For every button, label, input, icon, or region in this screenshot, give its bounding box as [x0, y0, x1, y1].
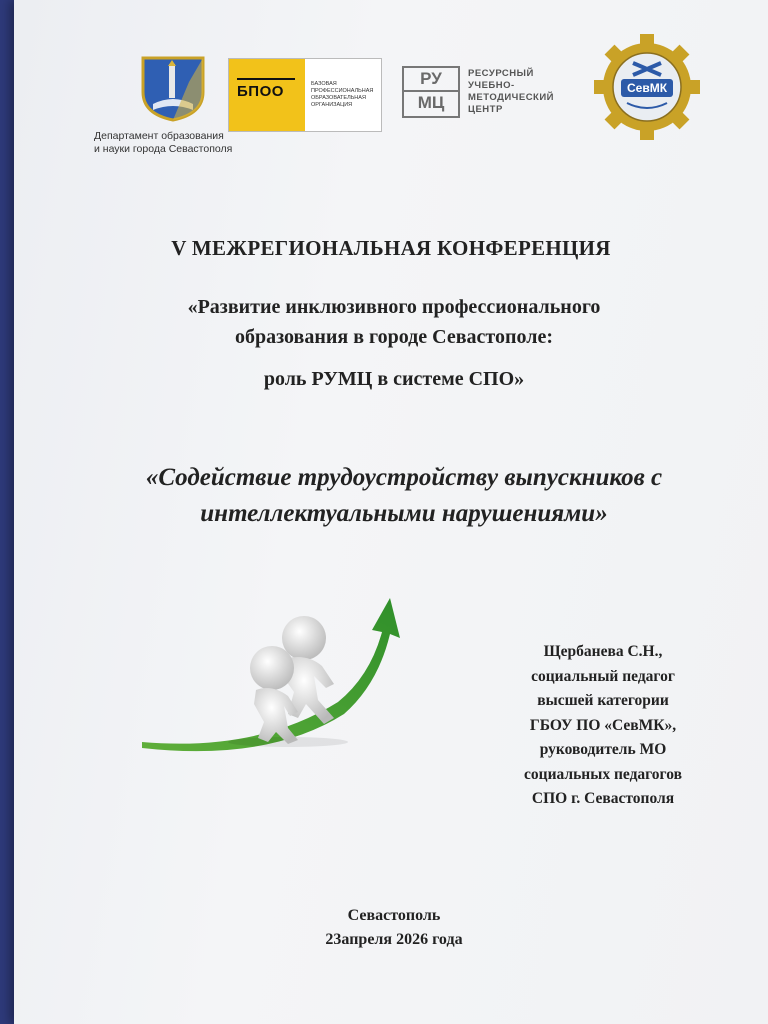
department-caption — [94, 130, 274, 156]
sevmk-logo-label: СевМК — [626, 81, 668, 95]
department-caption-line: Департамент образования — [94, 130, 224, 142]
rumc-logo-text — [468, 68, 578, 116]
bpoo-logo — [228, 58, 382, 132]
author-line: социальных педагогов — [524, 765, 682, 783]
author-info — [498, 640, 708, 812]
conference-subtitle-line: образования в городе Севастополе: — [235, 326, 553, 348]
conference-subtitle-line: «Развитие инклюзивного профессионального — [187, 296, 601, 318]
bpoo-logo-title: БПОО — [237, 83, 284, 100]
rumc-text-line: МЕТОДИЧЕСКИЙ — [468, 92, 555, 103]
rumc-mark-top: РУ — [404, 68, 458, 92]
footer — [244, 904, 544, 952]
author-line: высшей категории — [537, 692, 669, 709]
department-caption-line: и науки города Севастополя — [94, 143, 233, 155]
bpoo-logo-mark — [229, 59, 305, 131]
figure-head-icon — [282, 616, 326, 660]
conference-subtitle — [124, 292, 664, 394]
sevastopol-crest-logo — [139, 52, 207, 122]
author-line: социальный педагог — [531, 667, 675, 685]
rumc-mark-bottom: МЦ — [417, 93, 445, 112]
figure-head-icon — [250, 646, 294, 690]
sevmk-gear-logo — [592, 34, 702, 140]
bpoo-logo-text: БАЗОВАЯ ПРОФЕССИОНАЛЬНАЯ ОБРАЗОВАТЕЛЬНАЯ ОРГАНИЗАЦИЯ — [311, 81, 374, 108]
rumc-text-line: ЦЕНТР — [468, 104, 503, 115]
presentation-topic — [74, 460, 734, 532]
conference-title: V МЕЖРЕГИОНАЛЬНАЯ КОНФЕРЕНЦИЯ — [171, 236, 611, 260]
presentation-topic-line: интеллектуальными нарушениями» — [200, 500, 608, 527]
rumc-logo-mark — [402, 66, 460, 118]
logo-header — [14, 0, 768, 180]
footer-date: 23апреля 2026 года — [325, 931, 463, 948]
author-line: ГБОУ ПО «СевМК», — [529, 716, 677, 734]
rumc-logo — [402, 62, 572, 122]
author-line: Щербанева С.Н., — [543, 643, 663, 660]
rumc-text-line: УЧЕБНО- — [468, 80, 515, 91]
presentation-topic-line: «Содействие трудоустройству выпускников с — [145, 464, 663, 491]
footer-city: Севастополь — [347, 907, 441, 924]
author-line: СПО г. Севастополя — [531, 790, 675, 807]
conference-subtitle-line: роль РУМЦ в системе СПО» — [263, 368, 525, 390]
author-line: руководитель МО — [539, 741, 667, 758]
growth-arrow-illustration — [138, 592, 404, 762]
rumc-text-line: РЕСУРСНЫЙ — [468, 68, 534, 79]
document-page — [14, 0, 768, 1024]
